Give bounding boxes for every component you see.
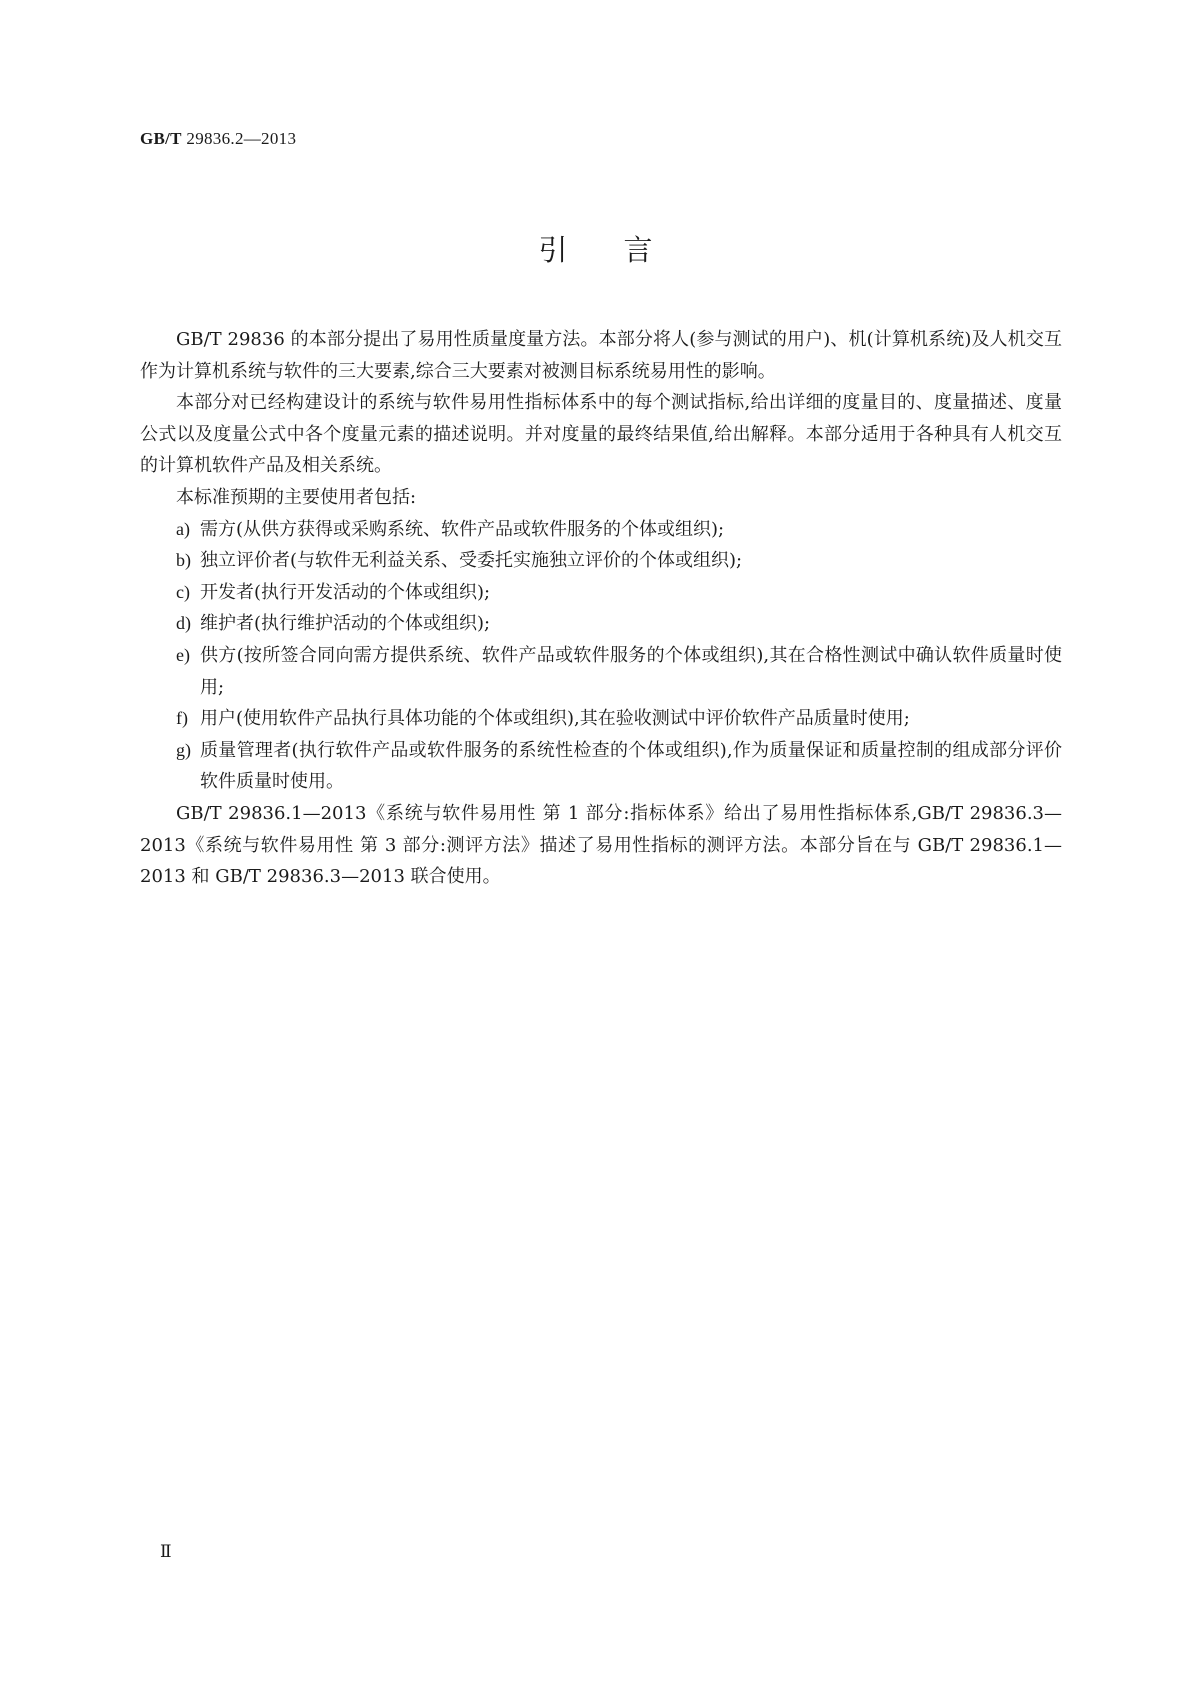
intro-paragraph-2: 本部分对已经构建设计的系统与软件易用性指标体系中的每个测试指标,给出详细的度量目的、度量描述、度量公式以及度量公式中各个度量元素的描述说明。并对度量的最终结果值,给出解释。本部分适用于各种具有人机交互的计算机软件产品及相关系统。: [140, 392, 1062, 477]
list-item: [140, 640, 1062, 703]
intro-paragraph-1: GB/T 29836 的本部分提出了易用性质量度量方法。本部分将人(参与测试的用户)、机(计算机系统)及人机交互作为计算机系统与软件的三大要素,综合三大要素对被测目标系统易用性的影响。: [140, 329, 1062, 382]
list-item: [140, 735, 1062, 798]
list-marker: f): [176, 708, 188, 729]
list-marker: a): [176, 518, 190, 539]
list-item: [140, 703, 1062, 735]
list-item-text: 供方(按所签合同向需方提供系统、软件产品或软件服务的个体或组织),其在合格性测试中确认软件质量时使用;: [200, 644, 1062, 698]
closing-paragraph: GB/T 29836.1—2013《系统与软件易用性 第 1 部分:指标体系》给出了易用性指标体系,GB/T 29836.3—2013《系统与软件易用性 第 3 部分:测评方法》描述了易用性指标的测评方法。本部分旨在与 GB/T 29836.1—2013 和 GB/T 29836.3—2013 联合使用。: [140, 802, 1063, 888]
standard-prefix: GB/T: [140, 129, 182, 148]
intro-paragraph-3: 本标准预期的主要使用者包括:: [176, 486, 417, 508]
list-marker: d): [176, 613, 191, 634]
document-body: [140, 324, 1062, 893]
list-marker: e): [176, 644, 190, 665]
list-item-text: 开发者(执行开发活动的个体或组织);: [200, 581, 491, 603]
list-item-text: 用户(使用软件产品执行具体功能的个体或组织),其在验收测试中评价软件产品质量时使用;: [200, 708, 910, 730]
list-marker: g): [176, 739, 191, 760]
list-item-text: 需方(从供方获得或采购系统、软件产品或软件服务的个体或组织);: [200, 518, 725, 540]
users-list: [140, 514, 1062, 798]
list-marker: c): [176, 581, 190, 602]
page-title: 引言: [538, 233, 709, 267]
page-number: Ⅱ: [160, 1542, 172, 1561]
list-item-text: 质量管理者(执行软件产品或软件服务的系统性检查的个体或组织),作为质量保证和质量控制的组成部分评价软件质量时使用。: [200, 739, 1062, 793]
standard-number: 29836.2—2013: [186, 129, 297, 148]
standard-code: [140, 129, 296, 149]
list-item: [140, 545, 1062, 577]
list-item-text: 独立评价者(与软件无利益关系、受委托实施独立评价的个体或组织);: [200, 550, 743, 572]
list-item: [140, 514, 1062, 546]
list-item: [140, 608, 1062, 640]
list-item: [140, 577, 1062, 609]
list-marker: b): [176, 550, 191, 571]
list-item-text: 维护者(执行维护活动的个体或组织);: [200, 613, 491, 635]
